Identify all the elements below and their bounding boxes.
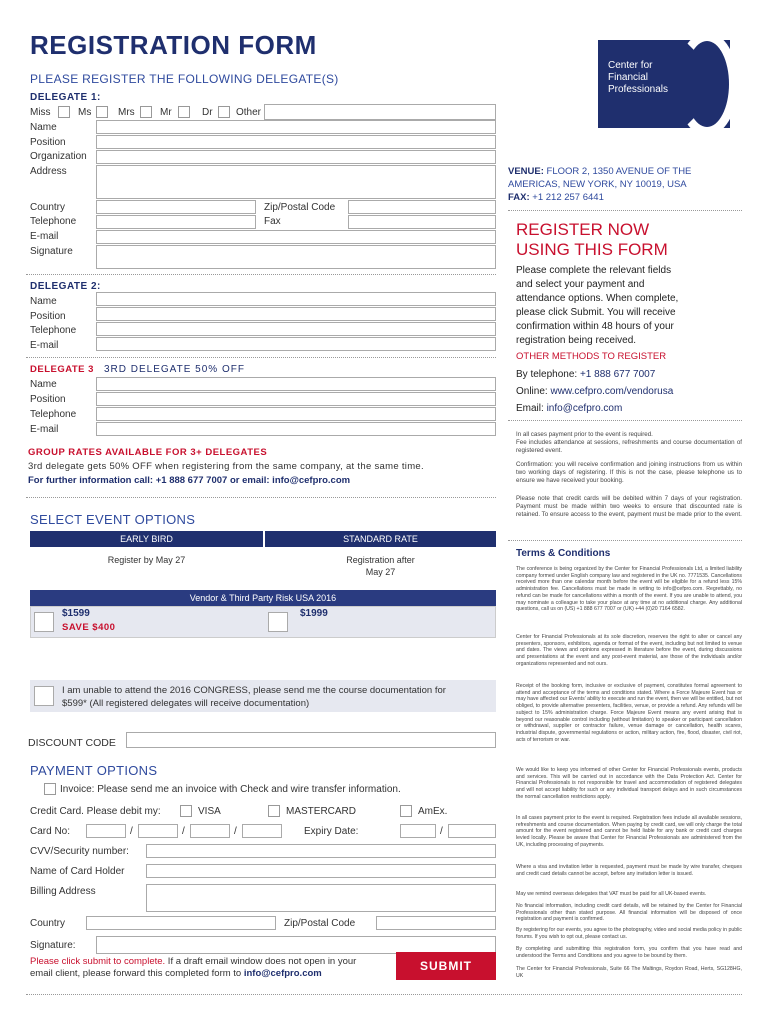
event-name-band: Vendor & Third Party Risk USA 2016: [30, 590, 496, 606]
delegate2-position-field[interactable]: [96, 307, 496, 321]
mastercard-checkbox[interactable]: [268, 805, 280, 817]
mastercard-label: MASTERCARD: [286, 806, 357, 817]
title-dr-label: Dr: [202, 107, 213, 118]
delegate1-email-field[interactable]: [96, 230, 496, 244]
title-miss-label: Miss: [30, 107, 51, 118]
expiry-year-field[interactable]: [448, 824, 496, 838]
title-mrs-label: Mrs: [118, 107, 135, 118]
delegate2-heading: DELEGATE 2:: [30, 281, 101, 292]
instruction-line: registration being received.: [516, 335, 637, 346]
venue-label: VENUE:: [508, 166, 544, 177]
venue-address: AMERICAS, NEW YORK, NY 10019, USA: [508, 179, 687, 190]
terms-paragraph: In all cases payment prior to the event is required. Registration fees include all available sessions, refreshments and course documentation. When paying by credit card, we will only charge the total amount for the event registered and cannot be held liable for any bank or credit card charges levied locally. Please be aware that Center for Financial Professionals are administered from the UK, including processing of payments.: [516, 815, 742, 848]
country-label: Country: [30, 202, 66, 213]
delegate1-address-field[interactable]: [96, 165, 496, 199]
early-bird-price-checkbox[interactable]: [34, 612, 54, 632]
country-label: Country: [30, 918, 66, 929]
section-divider: [508, 540, 742, 541]
delegate3-name-field[interactable]: [96, 377, 496, 391]
terms-paragraph: We would like to keep you informed of other Center for Financial Professionals events, products and services. This will be carried out in accordance with the Data Protection Act. Center for Financial Professionals is not responsible for travel and accommodation of registered delegates and will not accept liability for such or any individual transport delays and in such circumstances the normal cancellation restrictions apply.: [516, 767, 742, 800]
logo-line: Center for: [608, 60, 653, 71]
cvv-label: CVV/Security number:: [30, 846, 129, 857]
email-label: E-mail: [30, 340, 59, 351]
email-label: E-mail: [30, 231, 59, 242]
card-number-field-2[interactable]: [138, 824, 178, 838]
name-label: Name: [30, 296, 57, 307]
delegate1-country-field[interactable]: [96, 200, 256, 214]
logo-line: Financial: [608, 72, 649, 83]
terms-paragraph: Where a visa and invitation letter is requested, payment must be made by wire transfer, cheques and credit card details cannot be accept, before any invitation letter is issued.: [516, 864, 742, 877]
visa-checkbox[interactable]: [180, 805, 192, 817]
venue-address: FLOOR 2, 1350 AVENUE OF THE: [546, 166, 692, 177]
telephone-label: Telephone: [30, 216, 77, 227]
terms-paragraph: No financial information, including credit card details, will be retained by the Center for Financial Professionals other than stated purpose. All financial information will be disposed of once registration and payment is confirmed.: [516, 903, 742, 923]
submit-note-text: If a draft email window does not open in your: [165, 956, 357, 967]
payment-country-field[interactable]: [86, 916, 276, 930]
credit-card-note: Please note that credit cards will be debited within 7 days of your registration. Payment must be made within two weeks to ensure that discounted rate is retained. To ensure access to the event, payment must be made prior to the event.: [516, 495, 742, 518]
submit-note-email: info@cefpro.com: [243, 968, 322, 979]
section-divider: [26, 497, 496, 498]
zip-label: Zip/Postal Code: [264, 202, 336, 213]
amex-checkbox[interactable]: [400, 805, 412, 817]
card-holder-field[interactable]: [146, 864, 496, 878]
dr-checkbox[interactable]: [218, 106, 230, 118]
submit-note-highlight: Please click submit to complete.: [30, 956, 166, 967]
miss-checkbox[interactable]: [58, 106, 70, 118]
early-bird-deadline: Register by May 27: [107, 555, 186, 565]
confirmation-note: Confirmation: you will receive confirmation and joining instructions from us within two working days of registering. If this is not the case, please telephone us to ensure we have received your booking.: [516, 461, 742, 484]
venue-fax: +1 212 257 6441: [532, 192, 604, 203]
delegate3-discount-note: 3RD DELEGATE 50% OFF: [104, 364, 245, 375]
section-divider: [508, 210, 742, 211]
billing-address-field[interactable]: [146, 884, 496, 912]
card-number-field-1[interactable]: [86, 824, 126, 838]
email-method-label: Email:: [516, 403, 544, 414]
card-number-label: Card No:: [30, 826, 71, 837]
zip-label: Zip/Postal Code: [284, 918, 356, 929]
separator: /: [234, 826, 237, 837]
other-methods-list: [516, 366, 673, 417]
mr-checkbox[interactable]: [178, 106, 190, 118]
position-label: Position: [30, 137, 66, 148]
name-label: Name: [30, 379, 57, 390]
name-label: Name: [30, 122, 57, 133]
cvv-field[interactable]: [146, 844, 496, 858]
early-bird-price: $1599: [62, 608, 90, 619]
event-options-heading: SELECT EVENT OPTIONS: [30, 512, 196, 527]
title-ms-label: Ms: [78, 107, 92, 118]
delegate1-position-field[interactable]: [96, 135, 496, 149]
payment-options-heading: PAYMENT OPTIONS: [30, 763, 158, 778]
mrs-checkbox[interactable]: [140, 106, 152, 118]
delegate3-heading: DELEGATE 3: [30, 364, 94, 375]
delegate3-telephone-field[interactable]: [96, 407, 496, 421]
title-other-label: Other: [236, 107, 262, 118]
register-heading-line: REGISTER NOW: [516, 220, 650, 239]
page-title: REGISTRATION FORM: [30, 30, 317, 60]
card-holder-label: Name of Card Holder: [30, 866, 125, 877]
terms-paragraph: By registering for our events, you agree to the photography, video and social media policy in public forums. If you wish to opt out, please contact us.: [516, 927, 742, 940]
standard-rate-header: STANDARD RATE: [265, 531, 496, 547]
telephone-label: Telephone: [30, 325, 77, 336]
instruction-line: and select your payment and: [516, 279, 645, 290]
separator: /: [440, 826, 443, 837]
instruction-line: please click Submit. You will receive: [516, 307, 676, 318]
delegate3-email-field[interactable]: [96, 422, 496, 436]
delegate2-email-field[interactable]: [96, 337, 496, 351]
separator: /: [130, 826, 133, 837]
logo: [598, 40, 730, 128]
documentation-text: I am unable to attend the 2016 CONGRESS, please send me the course documentation for: [62, 685, 446, 696]
telephone-label: Telephone: [30, 409, 77, 420]
standard-price-checkbox[interactable]: [268, 612, 288, 632]
standard-price: $1999: [300, 608, 328, 619]
fee-note: Fee includes attendance at sessions, refreshments and course documentation of registered event.: [516, 439, 742, 454]
delegate1-signature-field[interactable]: [96, 245, 496, 269]
submit-instructions: [30, 956, 390, 980]
standard-rate-date: May 27: [365, 567, 396, 577]
terms-paragraph: The conference is being organized by the Center for Financial Professionals Ltd, a limited liability company formed under English company law and registered in the UK no. 7771535. Cancellations received more than one calendar month before the event will be eligible for a refund less 15% administration fee. Cancellations must be made in writing to info@cefpro.com. Regrettably, no refund can be made for cancellations within a month of the event. If you are unable to attend, you may nominate a colleague to take your place at any time at no additional charge. Any additional questions, call us on (US) +1 888 677 7007 or (UK) +44 (0)20 7164 6582.: [516, 566, 742, 613]
delegate2-name-field[interactable]: [96, 292, 496, 306]
terms-paragraph: Receipt of the booking form, inclusive or exclusive of payment, constitutes formal agreement to attend and acceptance of the terms and conditions stated. Where a Force Majeure Event has or may have affected our Events' ability to execute and run the event, then we will be entitled, but not obliged, to provide alternative presenters, facilities, venue, or provide a refund. Any refunds will be subject to 15% administration charge. Force Majeure Event means any event arising that is beyond our reasonable control including (without limitation) to speaker or participant cancellation or withdrawal, supplier or contractor failure, venue damage or cancellation, health scares, industrial dispute, governmental regulations or action, military action, fire, flood, disaster, civil riot, acts of terrorism or war.: [516, 683, 742, 743]
submit-button[interactable]: SUBMIT: [396, 952, 496, 980]
payment-note: In all cases payment prior to the event is required.: [516, 431, 653, 438]
email-link[interactable]: info@cefpro.com: [546, 403, 623, 414]
expiry-label: Expiry Date:: [304, 826, 359, 837]
delegate1-fax-field[interactable]: [348, 215, 496, 229]
delegate1-zip-field[interactable]: [348, 200, 496, 214]
discount-code-field[interactable]: [126, 732, 496, 748]
delegate2-telephone-field[interactable]: [96, 322, 496, 336]
section-divider: [26, 274, 496, 275]
card-number-field-4[interactable]: [242, 824, 282, 838]
terms-paragraph: By completing and submitting this registration form, you confirm that you have read and understood the Terms and Conditions and you agree to be bound by them.: [516, 946, 742, 959]
venue-block: [508, 165, 748, 204]
section-divider: [26, 357, 496, 358]
terms-paragraph: May we remind overseas delegates that VAT must be paid for all UK-based events.: [516, 891, 707, 897]
section-divider: [508, 420, 742, 421]
visa-label: VISA: [198, 806, 221, 817]
position-label: Position: [30, 394, 66, 405]
register-instructions: [516, 264, 678, 348]
online-method-label: Online:: [516, 386, 548, 397]
submit-note-text: email client, please forward this completed form to: [30, 968, 244, 979]
invoice-checkbox[interactable]: [44, 783, 56, 795]
telephone-method-label: By telephone:: [516, 369, 578, 380]
delegate1-organization-field[interactable]: [96, 150, 496, 164]
delegate1-name-field[interactable]: [96, 120, 496, 134]
fax-label: Fax: [264, 216, 281, 227]
address-label: Address: [30, 166, 67, 177]
invoice-label: Invoice: Please send me an invoice with Check and wire transfer information.: [60, 784, 401, 795]
billing-address-label: Billing Address: [30, 886, 96, 897]
save-amount: SAVE $400: [62, 622, 116, 633]
documentation-text: $599* (All registered delegates will receive documentation): [62, 698, 310, 709]
terms-paragraph: Center for Financial Professionals at its sole discretion, reserves the right to alter or cancel any presenters, sponsors, exhibitors, agenda or format of the event, including but not limited to venue and dates. The views and opinions expressed in literature before the event, during discussions and presentations at the event and any post-event material, are those of the individuals and/or organizations represented and not ours.: [516, 634, 742, 667]
register-now-heading: [516, 220, 668, 260]
page-subtitle: PLEASE REGISTER THE FOLLOWING DELEGATE(S): [30, 72, 339, 86]
terms-heading: Terms & Conditions: [516, 548, 611, 559]
logo-line: Professionals: [608, 84, 669, 95]
delegate1-telephone-field[interactable]: [96, 215, 256, 229]
instruction-line: confirmation within 48 hours of your: [516, 321, 674, 332]
terms-paragraph: The Center for Financial Professionals, Suite 66 The Maltings, Roydon Road, Herts, SG128HG, UK: [516, 966, 742, 979]
credit-card-label: Credit Card. Please debit my:: [30, 806, 161, 817]
other-title-field[interactable]: [264, 104, 496, 120]
logo-arc-shape: [676, 32, 738, 136]
standard-rate-date: Registration after: [346, 555, 415, 565]
position-label: Position: [30, 311, 66, 322]
group-rates-text: 3rd delegate gets 50% OFF when registering from the same company, at the same time.: [28, 461, 424, 472]
signature-label: Signature: [30, 246, 73, 257]
separator: /: [182, 826, 185, 837]
group-rates-heading: GROUP RATES AVAILABLE FOR 3+ DELEGATES: [28, 447, 268, 458]
instruction-line: Please complete the relevant fields: [516, 265, 672, 276]
signature-label: Signature:: [30, 940, 76, 951]
documentation-checkbox[interactable]: [34, 686, 54, 706]
fax-label: FAX:: [508, 192, 530, 203]
ms-checkbox[interactable]: [96, 106, 108, 118]
delegate1-heading: DELEGATE 1:: [30, 92, 101, 103]
bottom-divider: [26, 994, 742, 995]
instruction-line: attendance options. When complete,: [516, 293, 679, 304]
email-label: E-mail: [30, 424, 59, 435]
group-rates-contact: For further information call: +1 888 677 7007 or email: info@cefpro.com: [28, 475, 351, 486]
register-heading-line: USING THIS FORM: [516, 240, 668, 259]
payment-zip-field[interactable]: [376, 916, 496, 930]
discount-code-label: DISCOUNT CODE: [28, 737, 116, 749]
amex-label: AmEx.: [418, 806, 448, 817]
card-number-field-3[interactable]: [190, 824, 230, 838]
delegate3-position-field[interactable]: [96, 392, 496, 406]
other-methods-heading: OTHER METHODS TO REGISTER: [516, 351, 667, 362]
expiry-month-field[interactable]: [400, 824, 436, 838]
telephone-number: +1 888 677 7007: [579, 369, 656, 380]
online-link[interactable]: www.cefpro.com/vendorusa: [550, 386, 674, 397]
organization-label: Organization: [30, 151, 87, 162]
title-mr-label: Mr: [160, 107, 172, 118]
early-bird-header: EARLY BIRD: [30, 531, 263, 547]
